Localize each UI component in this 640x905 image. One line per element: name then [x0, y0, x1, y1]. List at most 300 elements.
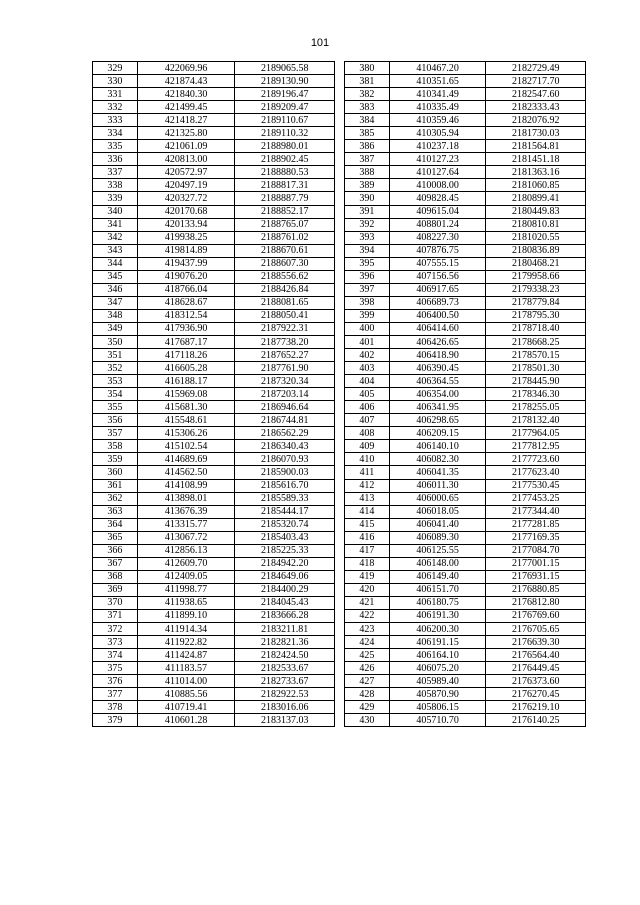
x-coordinate-cell: 415548.61	[137, 414, 235, 427]
y-coordinate-cell: 2180449.83	[486, 205, 586, 218]
table-row	[93, 205, 335, 218]
y-coordinate-cell: 2182076.92	[486, 114, 586, 127]
y-coordinate-cell: 2187320.34	[235, 375, 335, 388]
table-row	[345, 231, 586, 244]
y-coordinate-cell: 2177812.95	[486, 440, 586, 453]
y-coordinate-cell: 2181730.03	[486, 127, 586, 140]
table-row	[345, 101, 586, 114]
table-row	[93, 609, 335, 622]
table-row	[345, 335, 586, 348]
x-coordinate-cell: 406011.30	[389, 479, 486, 492]
point-id-cell: 366	[93, 544, 138, 557]
table-row	[345, 583, 586, 596]
table-row	[345, 270, 586, 283]
x-coordinate-cell: 421325.80	[137, 127, 235, 140]
table-row	[345, 688, 586, 701]
y-coordinate-cell: 2176270.45	[486, 688, 586, 701]
point-id-cell: 394	[345, 244, 390, 257]
point-id-cell: 344	[93, 257, 138, 270]
x-coordinate-cell: 416605.28	[137, 362, 235, 375]
y-coordinate-cell: 2178255.05	[486, 401, 586, 414]
point-id-cell: 337	[93, 166, 138, 179]
point-id-cell: 410	[345, 453, 390, 466]
y-coordinate-cell: 2181564.81	[486, 140, 586, 153]
x-coordinate-cell: 411914.34	[137, 623, 235, 636]
table-row	[345, 649, 586, 662]
y-coordinate-cell: 2182533.67	[235, 662, 335, 675]
point-id-cell: 383	[345, 101, 390, 114]
table-row	[93, 192, 335, 205]
x-coordinate-cell: 406149.40	[389, 570, 486, 583]
table-row	[345, 596, 586, 609]
table-row	[345, 662, 586, 675]
table-row	[345, 557, 586, 570]
point-id-cell: 380	[345, 62, 390, 75]
table-row	[345, 114, 586, 127]
table-row	[345, 570, 586, 583]
table-row	[345, 466, 586, 479]
x-coordinate-cell: 411424.87	[137, 649, 235, 662]
y-coordinate-cell: 2188887.79	[235, 192, 335, 205]
x-coordinate-cell: 408227.30	[389, 231, 486, 244]
point-id-cell: 377	[93, 688, 138, 701]
x-coordinate-cell: 406018.05	[389, 505, 486, 518]
table-row	[93, 179, 335, 192]
point-id-cell: 365	[93, 531, 138, 544]
y-coordinate-cell: 2186340.43	[235, 440, 335, 453]
y-coordinate-cell: 2189065.58	[235, 62, 335, 75]
y-coordinate-cell: 2178132.40	[486, 414, 586, 427]
table-row	[93, 636, 335, 649]
table-row	[345, 453, 586, 466]
y-coordinate-cell: 2185444.17	[235, 505, 335, 518]
table-row	[93, 114, 335, 127]
x-coordinate-cell: 414108.99	[137, 479, 235, 492]
point-id-cell: 395	[345, 257, 390, 270]
table-row	[345, 518, 586, 531]
point-id-cell: 357	[93, 427, 138, 440]
point-id-cell: 429	[345, 701, 390, 714]
point-id-cell: 339	[93, 192, 138, 205]
table-row	[345, 205, 586, 218]
point-id-cell: 363	[93, 505, 138, 518]
y-coordinate-cell: 2182922.53	[235, 688, 335, 701]
y-coordinate-cell: 2181060.85	[486, 179, 586, 192]
x-coordinate-cell: 410237.18	[389, 140, 486, 153]
x-coordinate-cell: 418628.67	[137, 296, 235, 309]
y-coordinate-cell: 2178445.90	[486, 375, 586, 388]
table-row	[93, 675, 335, 688]
x-coordinate-cell: 415306.26	[137, 427, 235, 440]
table-row	[345, 401, 586, 414]
point-id-cell: 351	[93, 349, 138, 362]
point-id-cell: 422	[345, 609, 390, 622]
y-coordinate-cell: 2176769.60	[486, 609, 586, 622]
x-coordinate-cell: 406200.30	[389, 623, 486, 636]
point-id-cell: 332	[93, 101, 138, 114]
point-id-cell: 399	[345, 309, 390, 322]
x-coordinate-cell: 408801.24	[389, 218, 486, 231]
point-id-cell: 400	[345, 322, 390, 335]
point-id-cell: 341	[93, 218, 138, 231]
x-coordinate-cell: 417118.26	[137, 349, 235, 362]
x-coordinate-cell: 420813.00	[137, 153, 235, 166]
y-coordinate-cell: 2182729.49	[486, 62, 586, 75]
y-coordinate-cell: 2177169.35	[486, 531, 586, 544]
y-coordinate-cell: 2188607.30	[235, 257, 335, 270]
table-row	[345, 296, 586, 309]
table-row	[93, 505, 335, 518]
y-coordinate-cell: 2177344.40	[486, 505, 586, 518]
point-id-cell: 342	[93, 231, 138, 244]
y-coordinate-cell: 2182333.43	[486, 101, 586, 114]
y-coordinate-cell: 2188980.01	[235, 140, 335, 153]
point-id-cell: 358	[93, 440, 138, 453]
point-id-cell: 343	[93, 244, 138, 257]
point-id-cell: 411	[345, 466, 390, 479]
y-coordinate-cell: 2189110.67	[235, 114, 335, 127]
point-id-cell: 396	[345, 270, 390, 283]
y-coordinate-cell: 2176812.80	[486, 596, 586, 609]
table-row	[93, 140, 335, 153]
y-coordinate-cell: 2187761.90	[235, 362, 335, 375]
y-coordinate-cell: 2182717.70	[486, 75, 586, 88]
point-id-cell: 390	[345, 192, 390, 205]
point-id-cell: 388	[345, 166, 390, 179]
point-id-cell: 356	[93, 414, 138, 427]
y-coordinate-cell: 2185403.43	[235, 531, 335, 544]
point-id-cell: 384	[345, 114, 390, 127]
point-id-cell: 419	[345, 570, 390, 583]
x-coordinate-cell: 406426.65	[389, 335, 486, 348]
y-coordinate-cell: 2177281.85	[486, 518, 586, 531]
table-row	[345, 388, 586, 401]
x-coordinate-cell: 412856.13	[137, 544, 235, 557]
point-id-cell: 372	[93, 623, 138, 636]
table-row	[93, 153, 335, 166]
x-coordinate-cell: 421499.45	[137, 101, 235, 114]
table-row	[93, 479, 335, 492]
point-id-cell: 375	[93, 662, 138, 675]
y-coordinate-cell: 2178501.30	[486, 362, 586, 375]
y-coordinate-cell: 2184649.06	[235, 570, 335, 583]
point-id-cell: 393	[345, 231, 390, 244]
point-id-cell: 385	[345, 127, 390, 140]
x-coordinate-cell: 421840.30	[137, 88, 235, 101]
y-coordinate-cell: 2176931.15	[486, 570, 586, 583]
y-coordinate-cell: 2188670.61	[235, 244, 335, 257]
point-id-cell: 373	[93, 636, 138, 649]
point-id-cell: 425	[345, 649, 390, 662]
table-row	[345, 127, 586, 140]
x-coordinate-cell: 410341.49	[389, 88, 486, 101]
page-number: 101	[310, 37, 330, 49]
point-id-cell: 415	[345, 518, 390, 531]
y-coordinate-cell: 2180899.41	[486, 192, 586, 205]
table-row	[93, 688, 335, 701]
x-coordinate-cell: 406209.15	[389, 427, 486, 440]
table-row	[93, 492, 335, 505]
x-coordinate-cell: 410719.41	[137, 701, 235, 714]
table-row	[345, 623, 586, 636]
x-coordinate-cell: 410008.00	[389, 179, 486, 192]
point-id-cell: 361	[93, 479, 138, 492]
point-id-cell: 354	[93, 388, 138, 401]
x-coordinate-cell: 411183.57	[137, 662, 235, 675]
table-row	[93, 544, 335, 557]
x-coordinate-cell: 421418.27	[137, 114, 235, 127]
table-row	[345, 414, 586, 427]
y-coordinate-cell: 2176140.25	[486, 714, 586, 727]
x-coordinate-cell: 410601.28	[137, 714, 235, 727]
table-row	[93, 101, 335, 114]
table-row	[93, 270, 335, 283]
table-row	[345, 440, 586, 453]
table-row	[345, 714, 586, 727]
point-id-cell: 392	[345, 218, 390, 231]
x-coordinate-cell: 406414.60	[389, 322, 486, 335]
x-coordinate-cell: 406390.45	[389, 362, 486, 375]
point-id-cell: 330	[93, 75, 138, 88]
point-id-cell: 414	[345, 505, 390, 518]
x-coordinate-cell: 406354.00	[389, 388, 486, 401]
table-row	[93, 75, 335, 88]
table-row	[345, 75, 586, 88]
point-id-cell: 370	[93, 596, 138, 609]
point-id-cell: 376	[93, 675, 138, 688]
table-row	[93, 570, 335, 583]
table-row	[345, 531, 586, 544]
y-coordinate-cell: 2183016.06	[235, 701, 335, 714]
y-coordinate-cell: 2179958.66	[486, 270, 586, 283]
x-coordinate-cell: 415969.08	[137, 388, 235, 401]
table-row	[93, 401, 335, 414]
y-coordinate-cell: 2187652.27	[235, 349, 335, 362]
x-coordinate-cell: 420133.94	[137, 218, 235, 231]
y-coordinate-cell: 2185616.70	[235, 479, 335, 492]
x-coordinate-cell: 416188.17	[137, 375, 235, 388]
x-coordinate-cell: 406191.30	[389, 609, 486, 622]
y-coordinate-cell: 2184400.29	[235, 583, 335, 596]
y-coordinate-cell: 2176373.60	[486, 675, 586, 688]
y-coordinate-cell: 2177723.60	[486, 453, 586, 466]
x-coordinate-cell: 419938.25	[137, 231, 235, 244]
x-coordinate-cell: 419437.99	[137, 257, 235, 270]
x-coordinate-cell: 405710.70	[389, 714, 486, 727]
y-coordinate-cell: 2177453.25	[486, 492, 586, 505]
y-coordinate-cell: 2188050.41	[235, 309, 335, 322]
point-id-cell: 340	[93, 205, 138, 218]
table-row	[345, 505, 586, 518]
point-id-cell: 427	[345, 675, 390, 688]
table-row	[93, 362, 335, 375]
table-row	[345, 257, 586, 270]
point-id-cell: 423	[345, 623, 390, 636]
point-id-cell: 355	[93, 401, 138, 414]
point-id-cell: 374	[93, 649, 138, 662]
table-row	[345, 609, 586, 622]
table-row	[345, 427, 586, 440]
table-row	[93, 88, 335, 101]
table-row	[93, 701, 335, 714]
table-row	[93, 662, 335, 675]
point-id-cell: 404	[345, 375, 390, 388]
y-coordinate-cell: 2181451.18	[486, 153, 586, 166]
x-coordinate-cell: 419076.20	[137, 270, 235, 283]
x-coordinate-cell: 406000.65	[389, 492, 486, 505]
x-coordinate-cell: 419814.89	[137, 244, 235, 257]
x-coordinate-cell: 406041.40	[389, 518, 486, 531]
point-id-cell: 350	[93, 335, 138, 348]
x-coordinate-cell: 410359.46	[389, 114, 486, 127]
point-id-cell: 391	[345, 205, 390, 218]
point-id-cell: 430	[345, 714, 390, 727]
x-coordinate-cell: 406341.95	[389, 401, 486, 414]
x-coordinate-cell: 413676.39	[137, 505, 235, 518]
table-row	[345, 179, 586, 192]
table-row	[93, 283, 335, 296]
x-coordinate-cell: 406689.73	[389, 296, 486, 309]
x-coordinate-cell: 406041.35	[389, 466, 486, 479]
y-coordinate-cell: 2188426.84	[235, 283, 335, 296]
x-coordinate-cell: 420572.97	[137, 166, 235, 179]
y-coordinate-cell: 2188852.17	[235, 205, 335, 218]
y-coordinate-cell: 2186070.93	[235, 453, 335, 466]
y-coordinate-cell: 2185225.33	[235, 544, 335, 557]
table-row	[345, 544, 586, 557]
table-row	[93, 218, 335, 231]
y-coordinate-cell: 2178570.15	[486, 349, 586, 362]
y-coordinate-cell: 2176880.85	[486, 583, 586, 596]
x-coordinate-cell: 410305.94	[389, 127, 486, 140]
y-coordinate-cell: 2177084.70	[486, 544, 586, 557]
x-coordinate-cell: 420327.72	[137, 192, 235, 205]
point-id-cell: 409	[345, 440, 390, 453]
table-row	[93, 349, 335, 362]
point-id-cell: 382	[345, 88, 390, 101]
table-row	[345, 362, 586, 375]
y-coordinate-cell: 2184942.20	[235, 557, 335, 570]
x-coordinate-cell: 406151.70	[389, 583, 486, 596]
x-coordinate-cell: 410335.49	[389, 101, 486, 114]
table-row	[345, 309, 586, 322]
y-coordinate-cell: 2185589.33	[235, 492, 335, 505]
table-row	[93, 466, 335, 479]
x-coordinate-cell: 406148.00	[389, 557, 486, 570]
x-coordinate-cell: 406075.20	[389, 662, 486, 675]
x-coordinate-cell: 406418.90	[389, 349, 486, 362]
x-coordinate-cell: 409828.45	[389, 192, 486, 205]
table-row	[93, 244, 335, 257]
y-coordinate-cell: 2189130.90	[235, 75, 335, 88]
y-coordinate-cell: 2189209.47	[235, 101, 335, 114]
y-coordinate-cell: 2179338.23	[486, 283, 586, 296]
y-coordinate-cell: 2180468.21	[486, 257, 586, 270]
y-coordinate-cell: 2176705.65	[486, 623, 586, 636]
x-coordinate-cell: 409615.04	[389, 205, 486, 218]
y-coordinate-cell: 2185320.74	[235, 518, 335, 531]
table-row	[345, 675, 586, 688]
table-row	[345, 62, 586, 75]
x-coordinate-cell: 406180.75	[389, 596, 486, 609]
y-coordinate-cell: 2188902.45	[235, 153, 335, 166]
x-coordinate-cell: 411998.77	[137, 583, 235, 596]
table-row	[93, 623, 335, 636]
x-coordinate-cell: 406364.55	[389, 375, 486, 388]
x-coordinate-cell: 414562.50	[137, 466, 235, 479]
point-id-cell: 412	[345, 479, 390, 492]
table-row	[93, 309, 335, 322]
point-id-cell: 368	[93, 570, 138, 583]
x-coordinate-cell: 407555.15	[389, 257, 486, 270]
point-id-cell: 428	[345, 688, 390, 701]
x-coordinate-cell: 418766.04	[137, 283, 235, 296]
y-coordinate-cell: 2185900.03	[235, 466, 335, 479]
point-id-cell: 381	[345, 75, 390, 88]
table-row	[345, 375, 586, 388]
x-coordinate-cell: 406400.50	[389, 309, 486, 322]
point-id-cell: 397	[345, 283, 390, 296]
y-coordinate-cell: 2188765.07	[235, 218, 335, 231]
x-coordinate-cell: 410351.65	[389, 75, 486, 88]
x-coordinate-cell: 421061.09	[137, 140, 235, 153]
table-row	[345, 322, 586, 335]
point-id-cell: 348	[93, 309, 138, 322]
table-row	[93, 257, 335, 270]
y-coordinate-cell: 2181363.16	[486, 166, 586, 179]
x-coordinate-cell: 406125.55	[389, 544, 486, 557]
point-id-cell: 406	[345, 401, 390, 414]
point-id-cell: 353	[93, 375, 138, 388]
table-row	[93, 127, 335, 140]
point-id-cell: 364	[93, 518, 138, 531]
table-row	[93, 583, 335, 596]
point-id-cell: 408	[345, 427, 390, 440]
x-coordinate-cell: 410127.23	[389, 153, 486, 166]
x-coordinate-cell: 411922.82	[137, 636, 235, 649]
y-coordinate-cell: 2182733.67	[235, 675, 335, 688]
table-row	[93, 596, 335, 609]
y-coordinate-cell: 2181020.55	[486, 231, 586, 244]
y-coordinate-cell: 2182424.50	[235, 649, 335, 662]
y-coordinate-cell: 2188761.02	[235, 231, 335, 244]
point-id-cell: 387	[345, 153, 390, 166]
table-row	[93, 375, 335, 388]
y-coordinate-cell: 2178718.40	[486, 322, 586, 335]
x-coordinate-cell: 406082.30	[389, 453, 486, 466]
point-id-cell: 352	[93, 362, 138, 375]
y-coordinate-cell: 2187203.14	[235, 388, 335, 401]
table-row	[345, 192, 586, 205]
x-coordinate-cell: 405806.15	[389, 701, 486, 714]
point-id-cell: 329	[93, 62, 138, 75]
y-coordinate-cell: 2176639.30	[486, 636, 586, 649]
point-id-cell: 336	[93, 153, 138, 166]
point-id-cell: 345	[93, 270, 138, 283]
y-coordinate-cell: 2186946.64	[235, 401, 335, 414]
x-coordinate-cell: 410467.20	[389, 62, 486, 75]
point-id-cell: 401	[345, 335, 390, 348]
x-coordinate-cell: 411014.00	[137, 675, 235, 688]
y-coordinate-cell: 2188081.65	[235, 296, 335, 309]
point-id-cell: 378	[93, 701, 138, 714]
table-row	[345, 166, 586, 179]
x-coordinate-cell: 411938.65	[137, 596, 235, 609]
x-coordinate-cell: 412409.05	[137, 570, 235, 583]
y-coordinate-cell: 2177964.05	[486, 427, 586, 440]
point-id-cell: 362	[93, 492, 138, 505]
x-coordinate-cell: 422069.96	[137, 62, 235, 75]
